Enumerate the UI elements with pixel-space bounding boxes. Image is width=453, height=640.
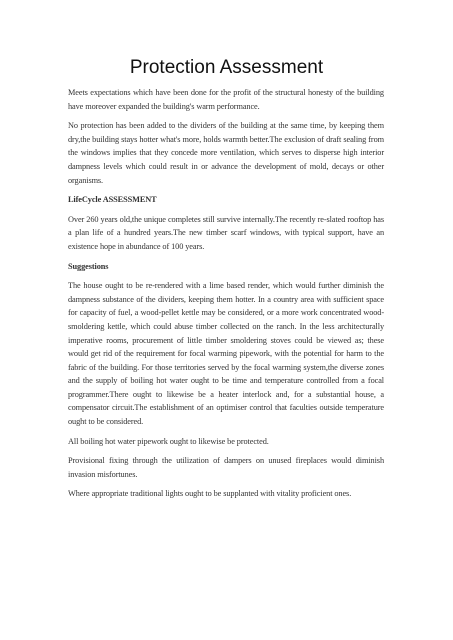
page-title: Protection Assessment: [129, 57, 324, 78]
section-heading: Suggestions: [68, 261, 109, 271]
paragraph: Provisional fixing through the utilization of dampers on unused fireplaces would diminish invasion misfortunes.: [68, 456, 384, 479]
paragraph: Meets expectations which have been done for the profit of the structural honesty of the building have moreover expanded the building's warm performance.: [68, 88, 384, 111]
document-body: [68, 86, 384, 507]
paragraph: The house ought to be re-rendered with a lime based render, which would further diminish the dampness substance of the dividers, keeping them hotter. In a country area with sufficient space for capacity of fuel, a wood-pellet kettle may be considered, or a more work concentrated wood-smoldering kettle, which could abuse timber collected on the ranch. In the less architecturally imperative rooms, procurement of little timber smoldering stoves could be viewed as; these would get rid of the requirement for focal warming pipework, with the potential for harm to the fabric of the building. For those territories served by the focal warming system,the diverse zones and the supply of boiling hot water ought to be time and temperature controlled from a focal programmer.There ought to likewise be a heater interlock and, for a substantial house, a compensator circuit.The establishment of an optimiser control that faculties outside temperature ought to be considered.: [68, 281, 384, 427]
section-heading: LifeCycle ASSESSMENT: [68, 195, 157, 205]
paragraph: Where appropriate traditional lights ought to be supplanted with vitality proficient ones.: [68, 489, 352, 499]
paragraph: No protection has been added to the dividers of the building at the same time, by keeping them dry,the building stays hotter what's more, holds warmth better.The exclusion of draft sealing from the windows implies that they concede more ventilation, which serves to disperse high interior dampness levels which could result in or advance the development of mold, decays or other organisms.: [68, 121, 384, 185]
paragraph: All boiling hot water pipework ought to likewise be protected.: [68, 436, 269, 446]
paragraph: Over 260 years old,the unique completes still survive internally.The recently re-slated rooftop has a plan life of a hundred years.The new timber scarf windows, with typical support, have an existence hope in abundance of 100 years.: [68, 214, 384, 251]
